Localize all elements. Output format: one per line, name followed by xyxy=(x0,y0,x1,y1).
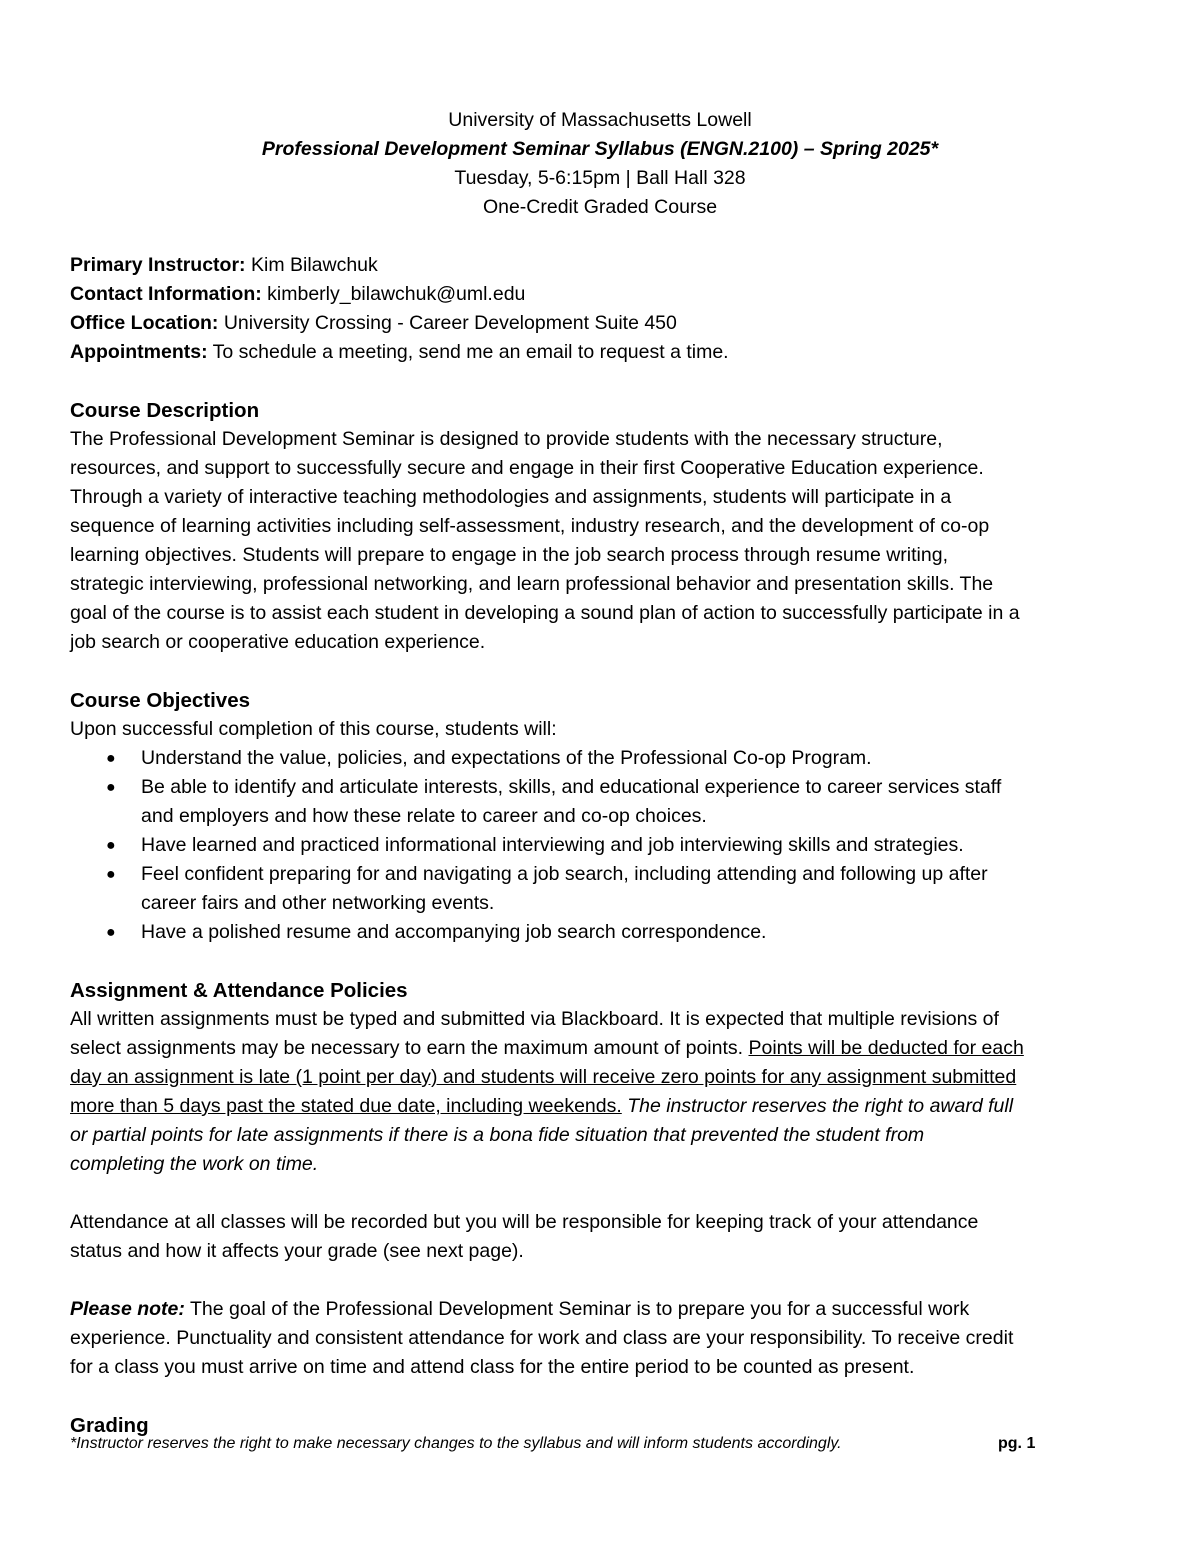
description-line: The Professional Development Seminar is designed to provide students with the necessary structure, xyxy=(70,428,943,450)
late-policy-text: more than 5 days past the stated due date, including weekends. xyxy=(70,1095,622,1117)
note-text: The goal of the Professional Development Seminar is to prepare you for a successful work xyxy=(184,1298,970,1320)
objective-text: Understand the value, policies, and expectations of the Professional Co-op Program. xyxy=(141,747,872,769)
page-footer xyxy=(70,1430,1050,1458)
course-description-heading: Course Description xyxy=(70,399,260,422)
course-title: Professional Development Seminar Syllabus (ENGN.2100) – Spring 2025* xyxy=(261,138,939,160)
instructor-discretion-text: The instructor reserves the right to award full xyxy=(621,1095,1014,1117)
bullet-icon: ● xyxy=(106,866,116,883)
policies-section xyxy=(70,976,1130,1382)
spacer xyxy=(70,947,1130,976)
office-label: Office Location: xyxy=(70,312,219,334)
bullet-icon: ● xyxy=(106,837,116,854)
appointments-line xyxy=(70,338,1130,367)
list-item xyxy=(70,831,1130,860)
policy-text: select assignments may be necessary to earn the maximum amount of points. xyxy=(70,1037,749,1059)
spacer xyxy=(70,1179,1130,1208)
description-line: goal of the course is to assist each student in developing a sound plan of action to successfully participate in a xyxy=(70,602,1020,624)
bullet-icon: ● xyxy=(106,779,116,796)
objectives-intro: Upon successful completion of this course, students will: xyxy=(70,718,557,740)
bullet-icon: ● xyxy=(106,750,116,767)
note-label: Please note: xyxy=(70,1298,185,1320)
syllabus-page xyxy=(70,106,1130,1440)
policy-line: completing the work on time. xyxy=(70,1153,319,1175)
course-description-section xyxy=(70,396,1130,657)
office-line xyxy=(70,309,1130,338)
list-item-continuation xyxy=(70,802,1130,831)
late-policy-text: day an assignment is late (1 point per day) and students will receive zero points for any assignment submitted xyxy=(70,1066,1017,1088)
spacer xyxy=(70,1266,1130,1295)
spacer xyxy=(70,657,1130,686)
description-line: job search or cooperative education experience. xyxy=(70,631,486,653)
appointments-value: To schedule a meeting, send me an email to request a time. xyxy=(207,341,729,363)
objective-text: and employers and how these relate to career and co-op choices. xyxy=(141,805,707,827)
spacer xyxy=(70,367,1130,396)
objective-text: career fairs and other networking events. xyxy=(141,892,495,914)
policy-line xyxy=(70,1092,1130,1121)
objective-text: Have learned and practiced informational interviewing and job interviewing skills and strategies. xyxy=(141,834,964,856)
course-objectives-heading: Course Objectives xyxy=(70,689,251,712)
appointments-label: Appointments: xyxy=(70,341,208,363)
spacer xyxy=(70,1382,1130,1411)
objectives-list xyxy=(70,744,1130,947)
attendance-line: status and how it affects your grade (see next page). xyxy=(70,1240,524,1262)
objective-text: Have a polished resume and accompanying job search correspondence. xyxy=(141,921,767,943)
objective-text: Be able to identify and articulate interests, skills, and educational experience to career services staff xyxy=(141,776,1002,798)
policy-line xyxy=(70,1063,1130,1092)
contact-email: kimberly_bilawchuk@uml.edu xyxy=(261,283,526,305)
university-name: University of Massachusetts Lowell xyxy=(448,109,752,131)
document-header xyxy=(70,106,1130,222)
list-item xyxy=(70,918,1130,947)
bullet-icon: ● xyxy=(106,924,116,941)
contact-line xyxy=(70,280,1130,309)
list-item xyxy=(70,860,1130,889)
policy-line: or partial points for late assignments if there is a bona fide situation that prevented the student from xyxy=(70,1124,925,1146)
attendance-line: Attendance at all classes will be recorded but you will be responsible for keeping track of your attendance xyxy=(70,1211,979,1233)
page-number: pg. 1 xyxy=(998,1435,1036,1452)
note-line: experience. Punctuality and consistent attendance for work and class are your responsibility. To receive credit xyxy=(70,1327,1014,1349)
instructor-line xyxy=(70,251,1130,280)
description-line: sequence of learning activities including self-assessment, industry research, and the development of co-op xyxy=(70,515,990,537)
grading-heading: Grading xyxy=(70,1414,149,1437)
course-credit: One-Credit Graded Course xyxy=(482,196,718,218)
list-item xyxy=(70,744,1130,773)
policies-heading: Assignment & Attendance Policies xyxy=(70,979,408,1002)
note-line: for a class you must arrive on time and attend class for the entire period to be counted as present. xyxy=(70,1356,915,1378)
spacer xyxy=(70,222,1130,251)
instructor-label: Primary Instructor: xyxy=(70,254,246,276)
description-line: resources, and support to successfully secure and engage in their first Cooperative Education experience. xyxy=(70,457,984,479)
policy-line: All written assignments must be typed and submitted via Blackboard. It is expected that multiple revisions of xyxy=(70,1008,999,1030)
course-schedule: Tuesday, 5-6:15pm | Ball Hall 328 xyxy=(454,167,746,189)
list-item xyxy=(70,773,1130,802)
description-line: learning objectives. Students will prepare to engage in the job search process through resume writing, xyxy=(70,544,948,566)
contact-block xyxy=(70,251,1130,367)
instructor-value: Kim Bilawchuk xyxy=(245,254,378,276)
contact-label: Contact Information: xyxy=(70,283,262,305)
office-value: University Crossing - Career Development Suite 450 xyxy=(218,312,677,334)
list-item-continuation xyxy=(70,889,1130,918)
footer-disclaimer: *Instructor reserves the right to make necessary changes to the syllabus and will inform students accordingly. xyxy=(70,1435,842,1452)
late-policy-text: Points will be deducted for each xyxy=(748,1037,1024,1059)
description-line: Through a variety of interactive teaching methodologies and assignments, students will participate in a xyxy=(70,486,952,508)
objective-text: Feel confident preparing for and navigating a job search, including attending and following up after xyxy=(141,863,988,885)
course-objectives-section xyxy=(70,686,1130,947)
note-line xyxy=(70,1295,1130,1324)
description-line: strategic interviewing, professional networking, and learn professional behavior and presentation skills. The xyxy=(70,573,994,595)
policy-line xyxy=(70,1034,1130,1063)
